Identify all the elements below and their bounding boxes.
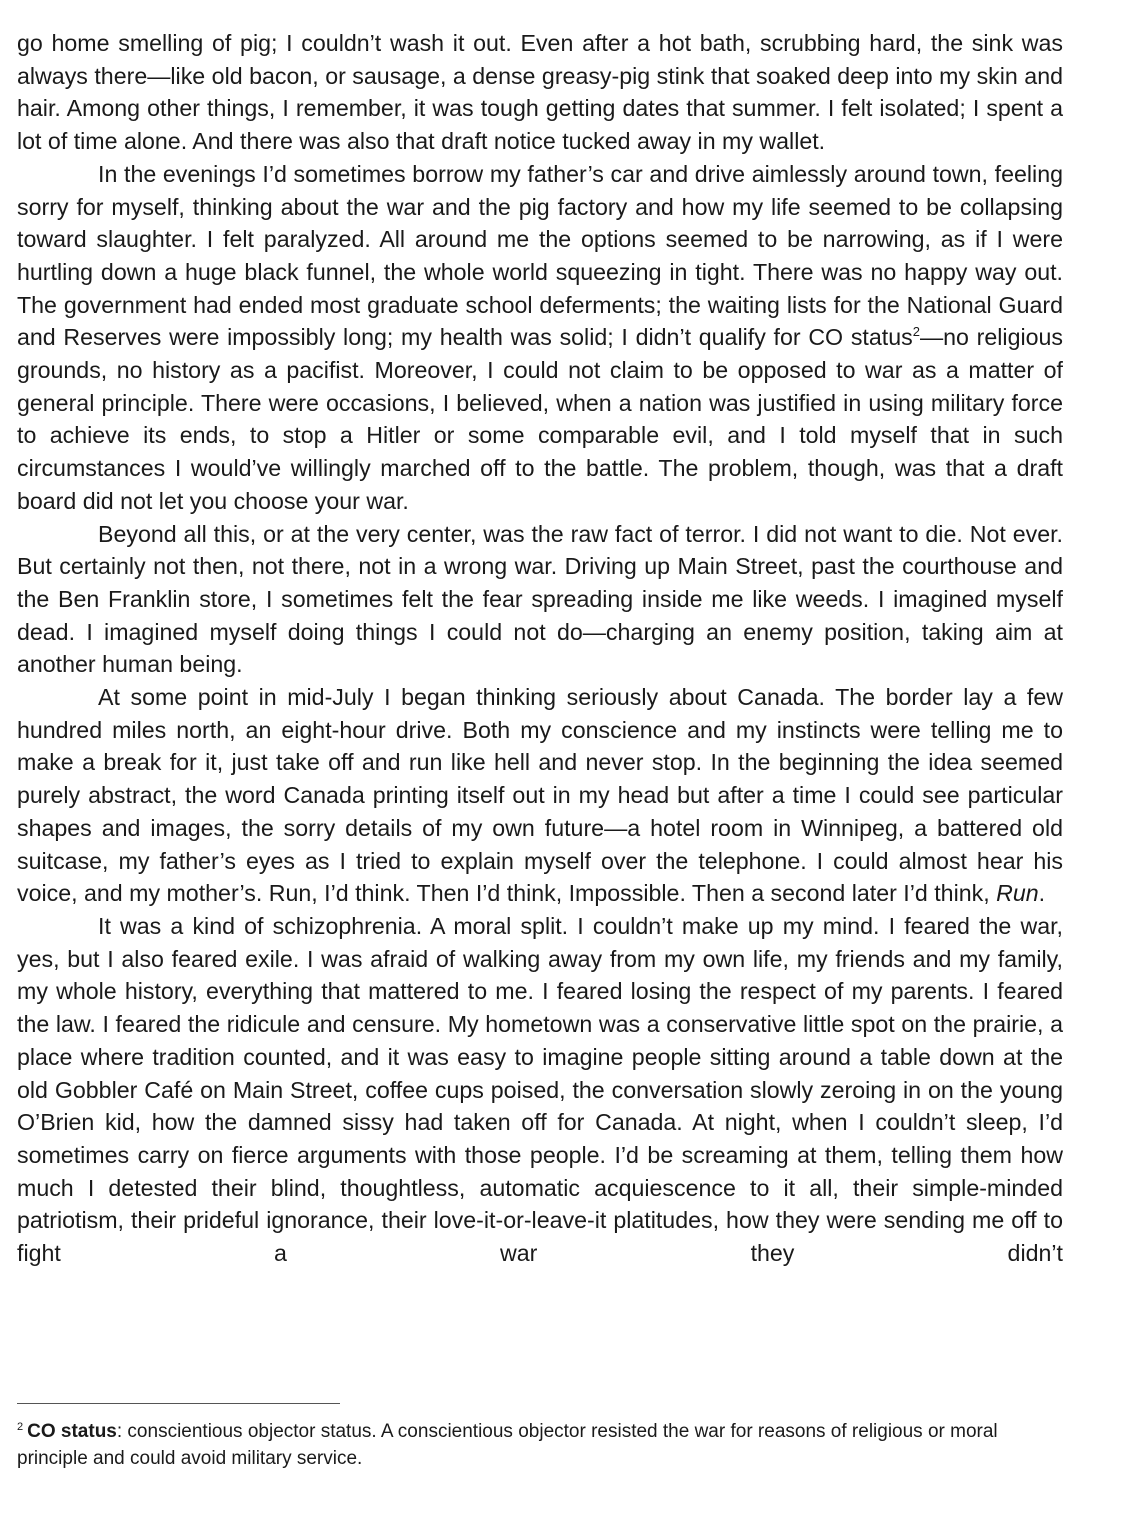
footnote-reference[interactable]: 2 bbox=[912, 324, 920, 340]
footnote-definition: : conscientious objector status. A conscientious objector resisted the war for reasons of religious or moral principle and could avoid military service. bbox=[17, 1421, 998, 1469]
emphasis-run: Run bbox=[996, 880, 1039, 907]
page-body bbox=[17, 27, 1063, 1270]
paragraph-2-text-after: —no religious grounds, no history as a pacifist. Moreover, I could not claim to be opposed to war as a matter of general principle. There were occasions, I believed, when a nation was justified in using military force to achieve its ends, to stop a Hitler or some comparable evil, and I told myself that in such circumstances I would’ve willingly marched off to the battle. The problem, though, was that a draft board did not let you choose your war. bbox=[17, 324, 1064, 514]
footnote bbox=[17, 1418, 1063, 1472]
paragraph-5: It was a kind of schizophrenia. A moral split. I couldn’t make up my mind. I feared the war, yes, but I also feared exile. I was afraid of walking away from my own life, my friends and my family, my whole history, everything that mattered to me. I feared losing the respect of my parents. I feared the law. I feared the ridicule and censure. My hometown was a conservative little spot on the prairie, a place where tradition counted, and it was easy to imagine people sitting around a table down at the old Gobbler Café on Main Street, coffee cups poised, the conversation slowly zeroing in on the young O’Brien kid, how the damned sissy had taken off for Canada. At night, when I couldn’t sleep, I’d sometimes carry on fierce arguments with those people. I’d be screaming at them, telling them how much I detested their blind, thoughtless, automatic acquiescence to it all, their simple-minded patriotism, their prideful ignorance, their love-it-or-leave-it platitudes, how they were sending me off to fight a war they didn’t bbox=[17, 912, 1063, 1267]
footnote-divider bbox=[17, 1403, 340, 1404]
paragraph-1: go home smelling of pig; I couldn’t wash it out. Even after a hot bath, scrubbing hard, the sink was always there—like old bacon, or sausage, a dense greasy-pig stink that soaked deep into my skin and hair. Among other things, I remember, it was tough getting dates that summer. I felt isolated; I spent a lot of time alone. And there was also that draft notice tucked away in my wallet. bbox=[17, 30, 1063, 155]
paragraph-4 bbox=[17, 681, 1063, 910]
body-text bbox=[17, 27, 1063, 1270]
footnote-term: CO status bbox=[27, 1421, 117, 1442]
paragraph-2 bbox=[17, 158, 1063, 518]
paragraph-2-text-before: In the evenings I’d sometimes borrow my father’s car and drive aimlessly around town, feeling sorry for myself, thinking about the war and the pig factory and how my life seemed to be collapsing toward slaughter. I felt paralyzed. All around me the options seemed to be narrowing, as if I were hurtling down a huge black funnel, the whole world squeezing in tight. There was no happy way out. The government had ended most graduate school deferments; the waiting lists for the National Guard and Reserves were impossibly long; my health was solid; I didn’t qualify for CO status bbox=[17, 160, 1063, 351]
paragraph-4-text-after: . bbox=[1038, 880, 1046, 907]
paragraph-3: Beyond all this, or at the very center, was the raw fact of terror. I did not want to die. Not ever. But certainly not then, not there, not in a wrong war. Driving up Main Street, past the courthouse and the Ben Franklin store, I sometimes felt the fear spreading inside me like weeds. I imagined myself dead. I imagined myself doing things I could not do—charging an enemy position, taking aim at another human being. bbox=[17, 520, 1063, 678]
footnote-marker: 2 bbox=[17, 1421, 24, 1433]
paragraph-4-text-before: At some point in mid-July I began thinking seriously about Canada. The border lay a few hundred miles north, an eight-hour drive. Both my conscience and my instincts were telling me to make a break for it, just take off and run like hell and never stop. In the beginning the idea seemed purely abstract, the word Canada printing itself out in my head but after a time I could see particular shapes and images, the sorry details of my own future—a hotel room in Winnipeg, a battered old suitcase, my father’s eyes as I tried to explain myself over the telephone. I could almost hear his voice, and my mother’s. Run, I’d think. Then I’d think, Impossible. Then a second later I’d think, bbox=[17, 684, 1063, 907]
